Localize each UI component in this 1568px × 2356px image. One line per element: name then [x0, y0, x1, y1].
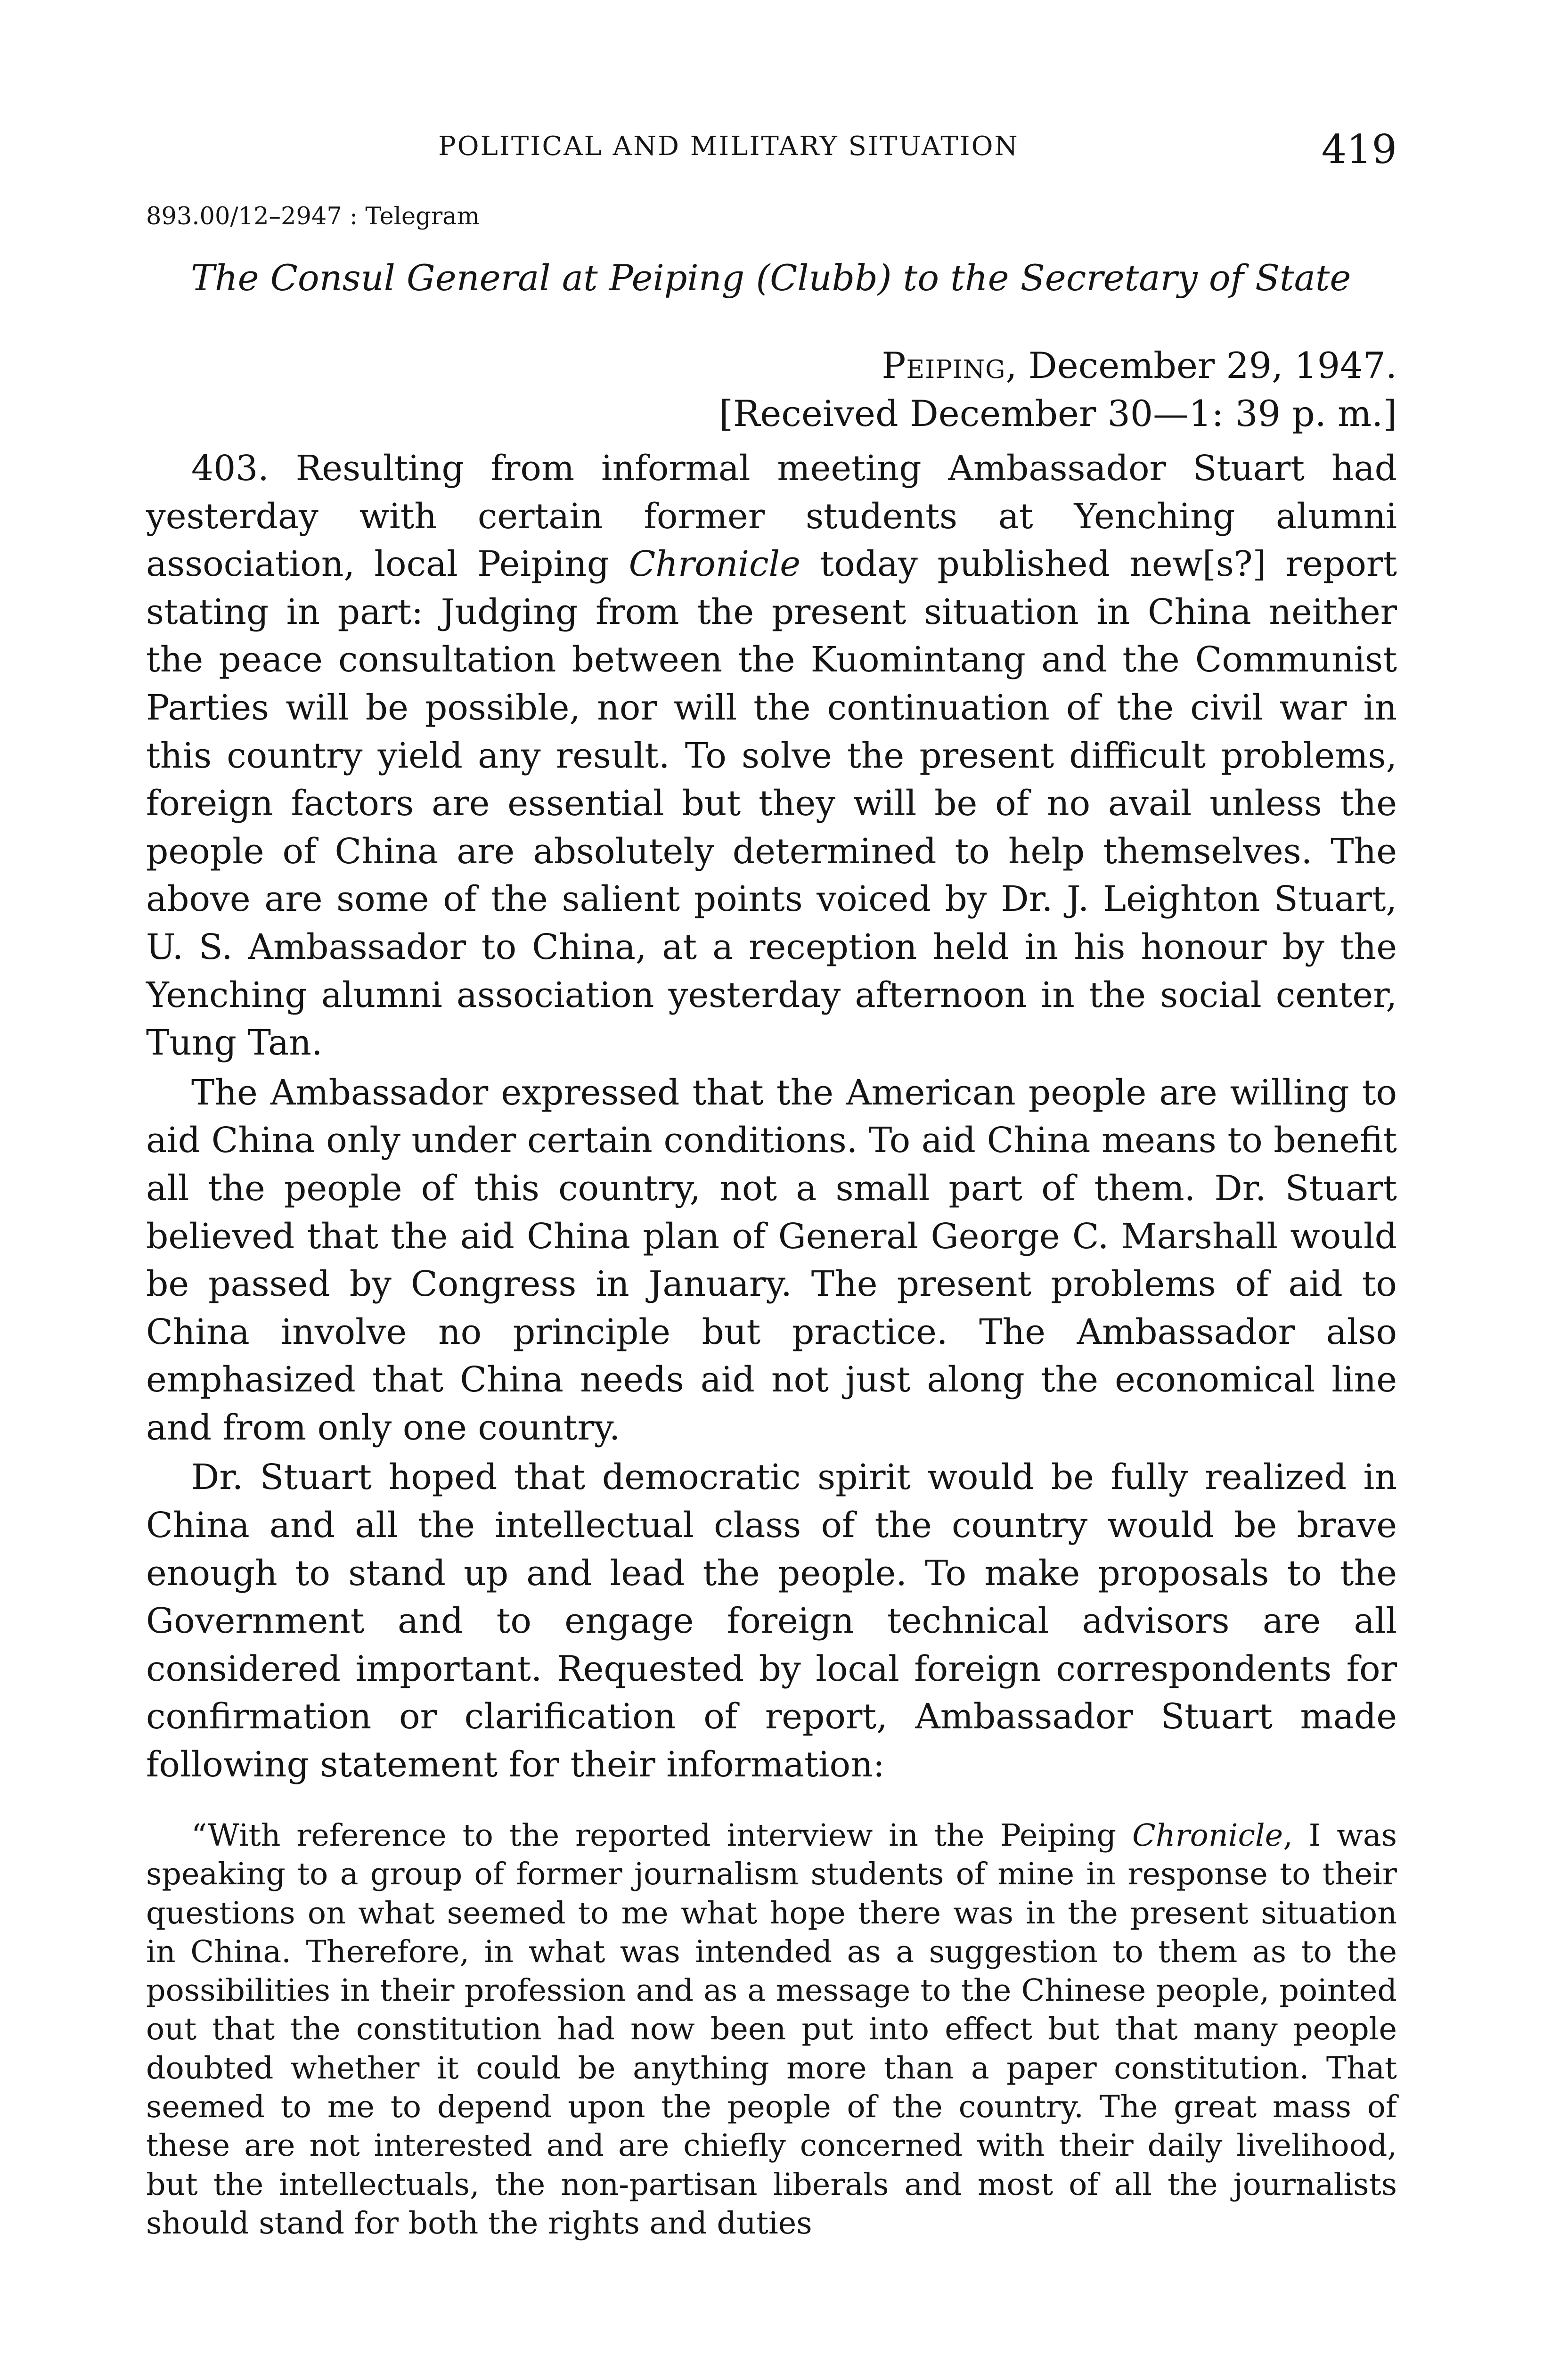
document-reference: 893.00/12–2947 : Telegram: [146, 203, 480, 230]
document-title: The Consul General at Peiping (Clubb) to the Secretary of State: [191, 257, 1351, 299]
page-number: 419: [1321, 126, 1397, 172]
quote-text-a: “With reference to the reported interview in the Peiping: [191, 1818, 1132, 1853]
quote-newspaper-name: Chronicle: [1132, 1818, 1283, 1853]
paragraph-1-text-b: today published new[s?] report stating in part: Judging from the present situation in China neither the peace consultation between the Kuomintang and the Communist Parties will be possible, nor will the continuation of the civil war in this country yield any result. To solve the present difficult problems, foreign factors are essential but they will be of no avail unless the people of China are absolutely determined to help themselves. The above are some of the salient points voiced by Dr. J. Leighton Stuart, U. S. Ambassador to China, at a reception held in his honour by the Yenching alumni association yesterday afternoon in the social center, Tung Tan.: [146, 544, 1397, 1063]
telegram-body: [146, 445, 1397, 1789]
paragraph-3: Dr. Stuart hoped that democratic spirit would be fully realized in China and all the intellectual class of the country would be brave enough to stand up and lead the people. To make proposals to the Government and to engage foreign technical advisors are all considered important. Requested by local foreign correspondents for confirmation or clarification of report, Ambassador Stuart made following statement for their information:: [146, 1457, 1397, 1785]
ambassador-statement-quote: [146, 1816, 1397, 2243]
dateline-place-date: [719, 342, 1397, 390]
received-line: [Received December 30—1: 39 p. m.]: [719, 393, 1397, 434]
paragraph-1: [146, 445, 1397, 1067]
running-title: POLITICAL AND MILITARY SITUATION: [438, 131, 1019, 162]
quote-paragraph: [146, 1816, 1397, 2243]
running-header: [146, 126, 1397, 172]
dateline: [719, 342, 1397, 438]
paragraph-2: The Ambassador expressed that the American people are willing to aid China only under certain conditions. To aid China means to benefit all the people of this country, not a small part of them. Dr. Stuart believed that the aid China plan of General George C. Marshall would be passed by Congress in January. The present problems of aid to China involve no principle but practice. The Ambassador also emphasized that China needs aid not just along the economical line and from only one country.: [146, 1072, 1397, 1448]
newspaper-name: Chronicle: [629, 544, 800, 585]
quote-text-b: , I was speaking to a group of former journalism students of mine in response to their questions on what seemed to me what hope there was in the present situation in China. Therefore, in what was intended as a suggestion to them as to the possibilities in their profession and as a message to the Chinese people, pointed out that the constitution had now been put into effect but that many people doubted whether it could be anything more than a paper constitution. That seemed to me to depend upon the people of the country. The great mass of these are not interested and are chiefly concerned with their daily livelihood, but the intellectuals, the non-partisan liberals and most of all the journalists should stand for both the rights and duties: [146, 1818, 1397, 2241]
paragraph-1-text-a: 403. Resulting from informal meeting Ambassador Stuart had yesterday with certain former students at Yenching alumni association, local Peiping: [146, 448, 1397, 585]
dateline-place: Peiping: [882, 344, 1006, 386]
dateline-date: , December 29, 1947.: [1005, 344, 1397, 386]
